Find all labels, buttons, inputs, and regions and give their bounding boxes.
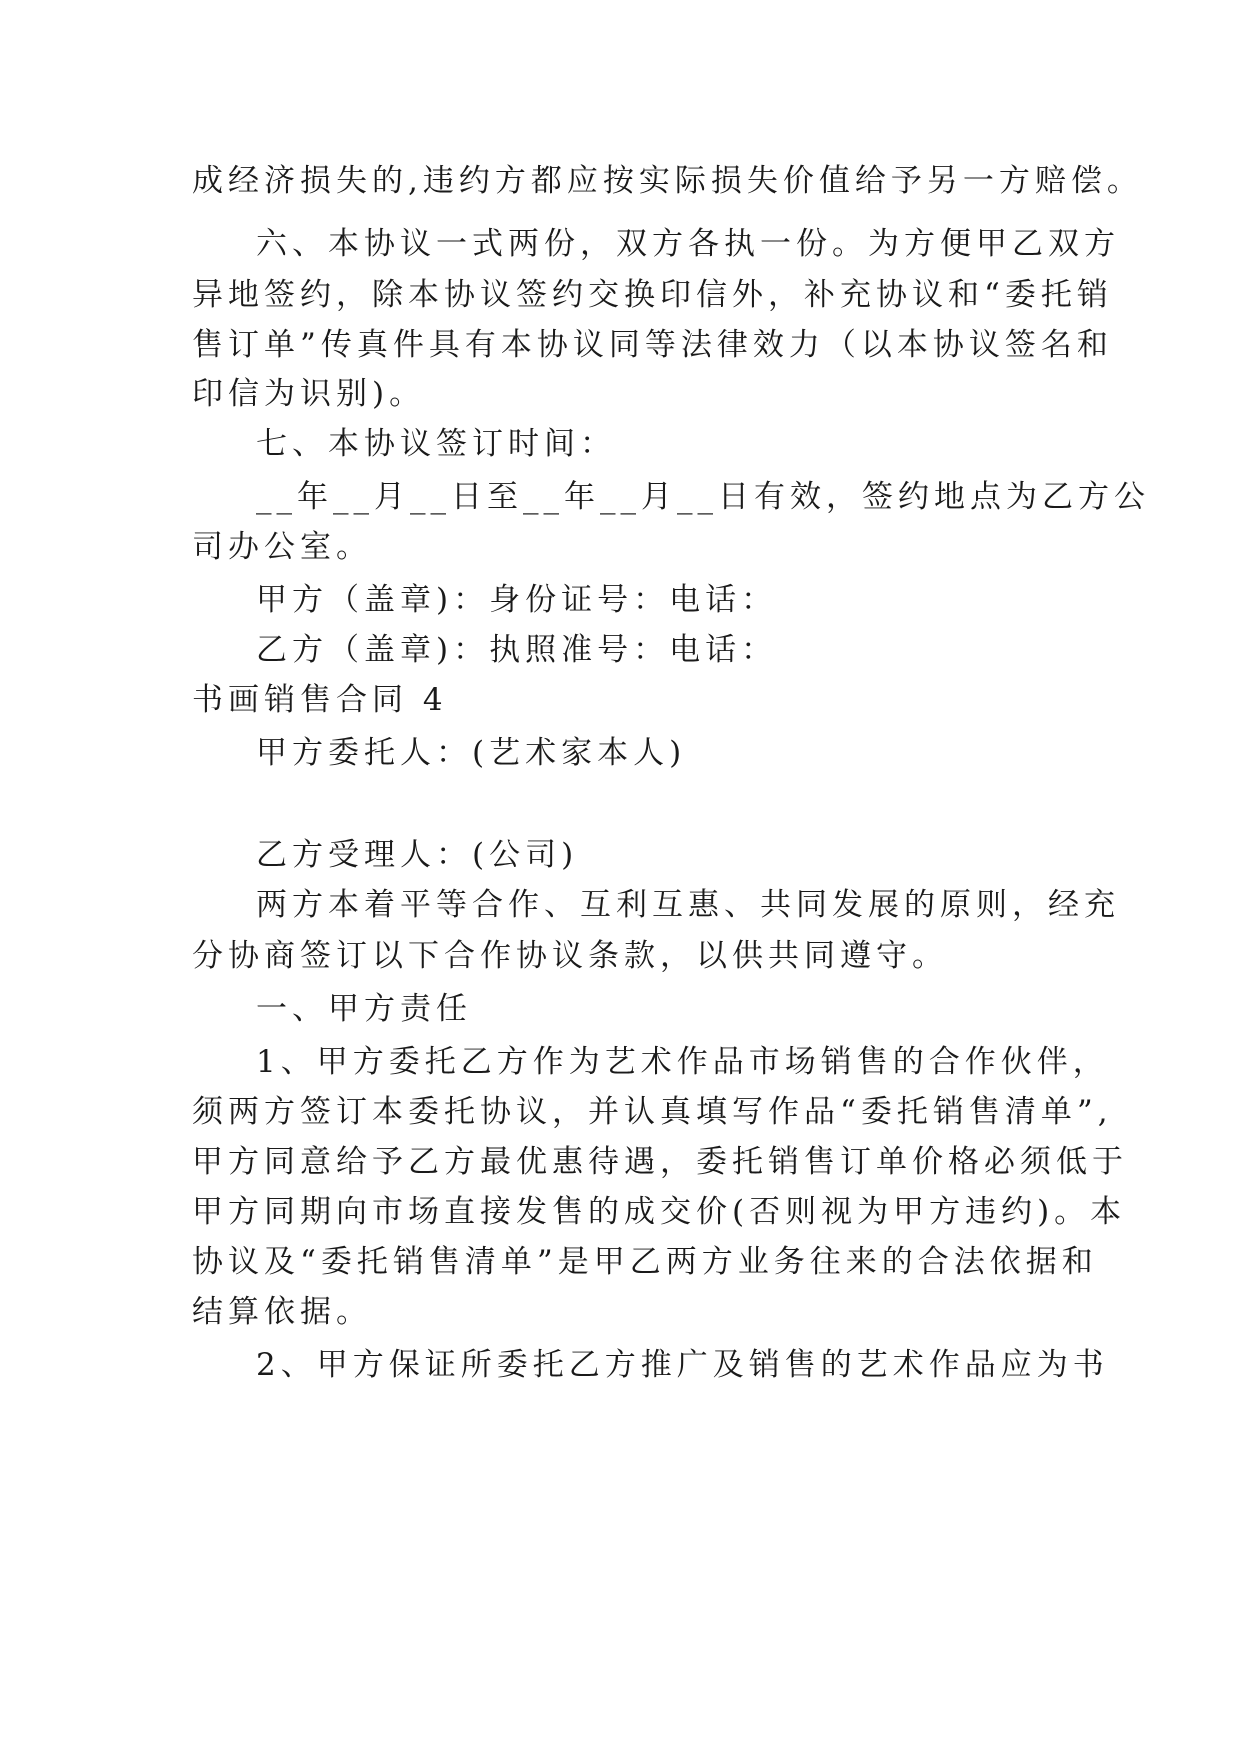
text-line: 六、本协议一式两份，双方各执一份。为方便甲乙双方 xyxy=(256,226,1120,262)
text-line: 乙方（盖章)：执照准号：电话： xyxy=(256,632,778,668)
text-line: 成经济损失的,违约方都应按实际损失价值给予另一方赔偿。 xyxy=(192,163,1143,199)
text-line: 甲方委托人：(艺术家本人) xyxy=(256,735,687,771)
text-line: 甲方同意给予乙方最优惠待遇，委托销售订单价格必须低于 xyxy=(192,1144,1128,1180)
section-heading: 书画销售合同 4 xyxy=(192,682,448,718)
text-line: 售订单”传真件具有本协议同等法律效力（以本协议签名和 xyxy=(192,327,1113,363)
text-line: 七、本协议签订时间： xyxy=(256,426,616,462)
text-line: 两方本着平等合作、互利互惠、共同发展的原则，经充 xyxy=(256,887,1120,923)
text-line: 甲方同期向市场直接发售的成交价(否则视为甲方违约)。本 xyxy=(192,1194,1127,1230)
text-line: 分协商签订以下合作协议条款，以供共同遵守。 xyxy=(192,938,948,974)
text-line: 一、甲方责任 xyxy=(256,991,472,1027)
text-line: 协议及“委托销售清单”是甲乙两方业务往来的合法依据和 xyxy=(192,1244,1098,1280)
text-line: 须两方签订本委托协议，并认真填写作品“委托销售清单”, xyxy=(192,1094,1113,1130)
text-line: 乙方受理人：(公司) xyxy=(256,837,579,873)
text-line: __年__月__日至__年__月__日有效，签约地点为乙方公 xyxy=(256,479,1150,515)
text-line: 2、甲方保证所委托乙方推广及销售的艺术作品应为书 xyxy=(256,1347,1109,1383)
text-line: 印信为识别)。 xyxy=(192,376,426,412)
text-line: 结算依据。 xyxy=(192,1294,372,1330)
text-line: 司办公室。 xyxy=(192,529,372,565)
text-line: 1、甲方委托乙方作为艺术作品市场销售的合作伙伴， xyxy=(256,1044,1109,1080)
text-line: 异地签约，除本协议签约交换印信外，补充协议和“委托销 xyxy=(192,277,1113,313)
text-line: 甲方（盖章)：身份证号：电话： xyxy=(256,582,778,618)
